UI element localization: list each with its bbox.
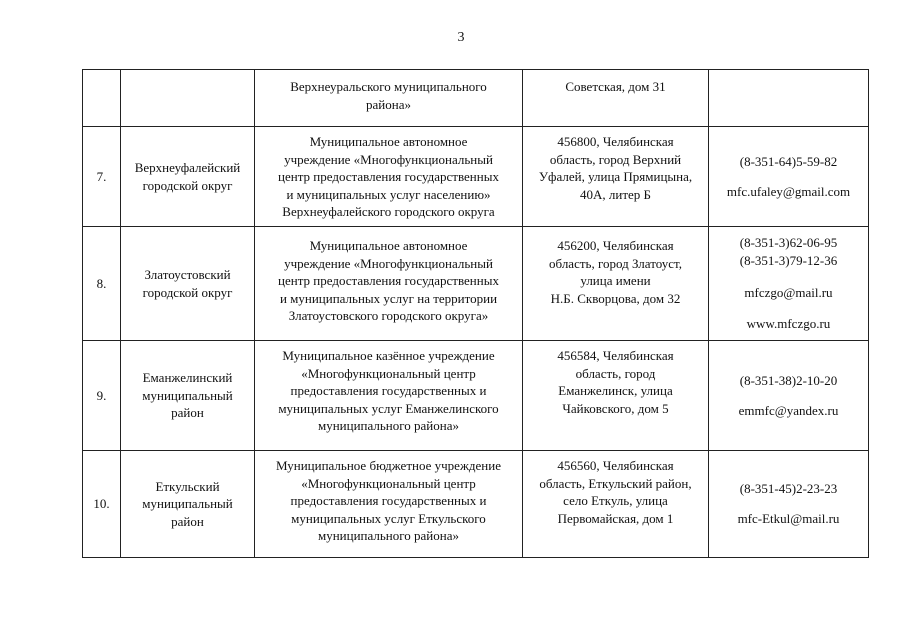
address-cell xyxy=(523,341,709,451)
address-line: 456800, Челябинская xyxy=(557,134,674,149)
phone-number: (8-351-45)2-23-23 xyxy=(739,481,838,497)
mfc-table xyxy=(82,69,869,558)
organization-name-line: Верхнеуральского муниципального xyxy=(290,79,487,94)
organization-name-line: «Многофункциональный центр xyxy=(301,365,476,381)
organization-name-line: муниципальных услуг Еманжелинского xyxy=(278,400,499,416)
phone-number: (8-351-3)79-12-36 xyxy=(739,252,838,268)
municipality-line: муниципальный xyxy=(142,387,233,403)
municipality-line: район xyxy=(171,513,204,529)
municipality-line: Еманжелинский xyxy=(142,370,233,386)
address-line: Чайковского, дом 5 xyxy=(562,400,669,416)
organization-name-line: района» xyxy=(366,96,411,112)
organization-name-line: центр предоставления государственных xyxy=(278,273,499,289)
address-line: область, город xyxy=(575,365,656,381)
row-number-cell: 9. xyxy=(83,341,121,451)
municipality-line: Верхнеуфалейский xyxy=(134,159,241,175)
phone-number: (8-351-64)5-59-82 xyxy=(739,153,838,169)
municipality-line: Еткульский xyxy=(155,478,220,494)
municipality-cell xyxy=(121,70,255,127)
address-line: село Еткуль, улица xyxy=(563,493,668,509)
organization-name-line: Муниципальное бюджетное учреждение xyxy=(276,458,501,473)
address-cell xyxy=(523,127,709,227)
organization-name-line: центр предоставления государственных xyxy=(278,169,499,185)
organization-name-line: «Многофункциональный центр xyxy=(301,475,476,491)
contacts-cell xyxy=(709,451,869,558)
address-line: 456584, Челябинская xyxy=(557,348,674,363)
municipality-line: городской округ xyxy=(142,177,233,193)
organization-name-line: и муниципальных услуг на территории xyxy=(279,290,498,306)
organization-name-line: предоставления государственных и xyxy=(290,493,487,509)
municipality-cell xyxy=(121,127,255,227)
address-line: 456560, Челябинская xyxy=(557,458,674,473)
address-line: Советская, дом 31 xyxy=(565,79,666,94)
email-link[interactable]: mfc-Etkul@mail.ru xyxy=(737,511,840,526)
address-cell xyxy=(523,70,709,127)
contacts-cell xyxy=(709,70,869,127)
contacts-cell xyxy=(709,127,869,227)
row-number-cell: 8. xyxy=(83,227,121,341)
email-link[interactable]: mfc.ufaley@gmail.com xyxy=(726,183,851,199)
table-row xyxy=(83,127,869,227)
organization-name-line: Муниципальное автономное xyxy=(309,134,468,149)
organization-name-cell xyxy=(255,341,523,451)
page-number: 3 xyxy=(457,30,465,45)
organization-name-cell xyxy=(255,70,523,127)
address-line: область, город Златоуст, xyxy=(549,255,682,271)
municipality-cell xyxy=(121,227,255,341)
organization-name-line: учреждение «Многофункциональный xyxy=(284,255,493,271)
phone-number: (8-351-3)62-06-95 xyxy=(739,235,838,251)
organization-name-line: Златоустовского городского округа» xyxy=(288,308,489,324)
address-cell xyxy=(523,451,709,558)
municipality-line: район xyxy=(171,405,204,421)
organization-name-line: муниципального района» xyxy=(318,528,459,544)
row-number-cell: 10. xyxy=(83,451,121,558)
address-cell xyxy=(523,227,709,341)
municipality-line: Златоустовский xyxy=(144,266,231,282)
organization-name-line: муниципальных услуг Еткульского xyxy=(291,510,486,526)
municipality-cell xyxy=(121,341,255,451)
row-number-cell xyxy=(83,70,121,127)
organization-name-cell xyxy=(255,227,523,341)
table-row xyxy=(83,341,869,451)
address-line: 40А, литер Б xyxy=(580,186,651,202)
address-line: область, Еткульский район, xyxy=(539,475,692,491)
organization-name-line: и муниципальных услуг населению» xyxy=(286,186,491,202)
municipality-line: городской округ xyxy=(142,284,233,300)
address-line: область, город Верхний xyxy=(549,151,682,167)
organization-name-cell xyxy=(255,451,523,558)
email-link[interactable]: emmfc@yandex.ru xyxy=(738,402,839,418)
address-line: Первомайская, дом 1 xyxy=(557,510,674,526)
table-row xyxy=(83,70,869,127)
phone-number: (8-351-38)2-10-20 xyxy=(739,372,838,388)
organization-name-line: учреждение «Многофункциональный xyxy=(284,151,493,167)
address-line: Еманжелинск, улица xyxy=(558,383,673,399)
organization-name-line: муниципального района» xyxy=(318,418,459,434)
organization-name-cell xyxy=(255,127,523,227)
contacts-cell xyxy=(709,227,869,341)
municipality-cell xyxy=(121,451,255,558)
address-line: Н.Б. Скворцова, дом 32 xyxy=(550,290,681,306)
email-link[interactable]: mfczgo@mail.ru xyxy=(744,284,833,300)
address-line: 456200, Челябинская xyxy=(557,238,674,253)
organization-name-line: предоставления государственных и xyxy=(290,383,487,399)
organization-name-line: Муниципальное казённое учреждение xyxy=(282,348,495,363)
organization-name-line: Муниципальное автономное xyxy=(309,238,468,253)
organization-name-line: Верхнеуфалейского городского округа xyxy=(282,204,495,220)
row-number-cell: 7. xyxy=(83,127,121,227)
website-link[interactable]: www.mfczgo.ru xyxy=(746,316,831,332)
municipality-line: муниципальный xyxy=(142,496,233,512)
table-row xyxy=(83,451,869,558)
address-line: улица имени xyxy=(580,273,651,289)
table-row xyxy=(83,227,869,341)
address-line: Уфалей, улица Прямицына, xyxy=(538,169,693,185)
contacts-cell xyxy=(709,341,869,451)
